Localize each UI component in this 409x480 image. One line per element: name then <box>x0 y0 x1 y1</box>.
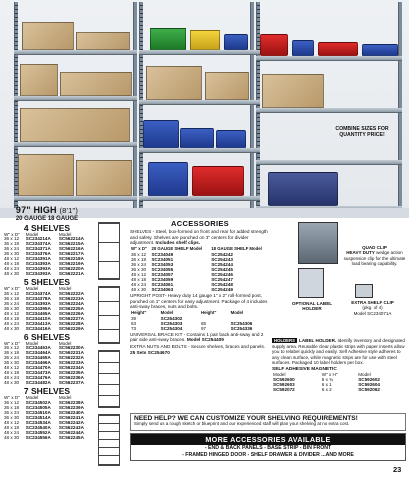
model-cell: SC562235A <box>58 370 84 376</box>
cardboard-box <box>22 22 74 50</box>
seven-shelf-unit-icon <box>98 414 120 466</box>
storage-bin <box>216 130 246 148</box>
universal-brace-description <box>130 332 270 343</box>
magnetic-title: SELF ADHESIVE MAGNETIC <box>272 366 337 372</box>
model-cell: SC234393A <box>25 300 51 306</box>
table-cell: SC254306 <box>230 320 253 326</box>
table-cell: SC234053 <box>151 261 174 267</box>
quad-clip-icon <box>298 222 338 264</box>
cardboard-box <box>18 154 74 196</box>
product-photo <box>0 0 409 218</box>
table-header-cell: W" x D" <box>131 245 148 251</box>
table-cell: SC234049 <box>151 251 174 257</box>
model-cell: SC234374A <box>25 241 51 247</box>
size-cell: 48 x 12 <box>4 310 20 316</box>
model-cell: SC234464A <box>25 350 51 356</box>
storage-bin <box>260 34 288 56</box>
shelf-group-title: 5 SHELVES <box>23 277 71 288</box>
photo-caption <box>321 126 403 138</box>
shelves-text: SHELVES - Steel, box-formed on front and rear for added strength and safety. Shelves are punched on 3" centers for divider adjustment. <box>130 229 268 246</box>
storage-bin <box>192 166 244 196</box>
shelf-group-title: 4 SHELVES <box>23 222 71 233</box>
size-cell: 36 x 24 <box>4 409 20 415</box>
model-cell: SC234556A <box>25 434 51 440</box>
cardboard-box <box>20 64 58 96</box>
shelving-post <box>256 2 260 212</box>
size-cell: 48 x 30 <box>4 271 20 277</box>
table-header-cell: Model <box>358 372 371 378</box>
size-cell: 36 x 18 <box>4 241 20 247</box>
more-accessories-box <box>130 433 406 461</box>
shelving-post <box>398 2 402 212</box>
table-cell: SC254245 <box>211 266 233 272</box>
model-cell: SC234378A <box>25 295 51 301</box>
table-header-cell: 18 GAUGE SHELF Model <box>211 245 262 251</box>
size-cell: 48 x 30 <box>4 380 20 386</box>
model-cell: SC562229A <box>58 325 84 331</box>
model-cell: SC234395A <box>25 305 51 311</box>
quad-clip-subtitle: HEAVY DUTY <box>346 250 375 256</box>
label-holder-table <box>272 372 406 392</box>
model-cell: SC562234A <box>58 365 84 371</box>
extra-nuts-model: 25 Sets SC254670 <box>130 349 170 355</box>
table-cell: 39 <box>131 315 137 321</box>
model-cell: SC234410A <box>25 315 51 321</box>
table-cell: 6 x ¾ <box>321 377 333 383</box>
table-header-cell: Height" <box>200 309 217 315</box>
price-header-cell: Model <box>58 340 72 346</box>
size-cell: 48 x 24 <box>4 320 20 326</box>
model-cell: SC234470A <box>25 365 51 371</box>
table-cell: 36 x 30 <box>131 266 147 272</box>
table-cell: SC254246 <box>211 271 233 277</box>
storage-bin <box>362 44 398 56</box>
size-cell: 48 x 12 <box>4 365 20 371</box>
table-row <box>130 287 270 292</box>
table-header-cell: Model <box>273 372 286 378</box>
model-cell: SC234391A <box>25 256 51 262</box>
price-header-cell: W" x D" <box>4 395 20 401</box>
size-cell: 48 x 18 <box>4 315 20 321</box>
model-cell: SC562236A <box>58 375 84 381</box>
price-table <box>3 396 91 441</box>
model-cell: SC562241A <box>58 414 84 420</box>
size-cell: 36 x 18 <box>4 295 20 301</box>
model-cell: SC234376A <box>25 251 51 257</box>
model-cell: SC562244A <box>58 429 84 435</box>
size-cell: 36 x 30 <box>4 360 20 366</box>
shelf <box>14 142 137 147</box>
help-subtext: Simply send us a rough sketch or blueprint and our experienced staff will plan your shelving at no extra cost. <box>134 421 350 427</box>
shelf <box>14 196 137 201</box>
universal-brace-text: UNIVERSAL BRACE KIT - Contains 1 pair back anti-sway and 2 pair side anti-sway braces. <box>130 331 264 343</box>
shelf <box>139 148 260 153</box>
shelf-clip-model: Model SC234071A <box>353 310 392 316</box>
table-cell: SC592603 <box>273 382 295 388</box>
size-cell: 48 x 24 <box>4 375 20 381</box>
customize-help-box <box>130 413 406 431</box>
table-cell: 97 <box>200 325 207 331</box>
size-cell: 36 x 24 <box>4 300 20 306</box>
label-holder-icon <box>298 268 324 298</box>
cardboard-box <box>146 66 202 100</box>
model-cell: SC234510A <box>25 409 51 415</box>
shelf-clip-title: EXTRA SHELF CLIP <box>351 300 394 305</box>
price-header-cell: Model <box>25 286 39 292</box>
model-cell: SC234505A <box>25 404 51 410</box>
model-cell: SC562224A <box>58 300 84 306</box>
cardboard-box <box>60 72 132 96</box>
table-cell: SC592604 <box>358 382 380 388</box>
table-header-cell: 20 GAUGE SHELF Model <box>151 245 203 251</box>
model-cell: SC234502A <box>25 399 51 405</box>
model-cell: SC234552A <box>25 429 51 435</box>
more-accessories-line: - FRAMED HINGED DOOR - SHELF DRAWER & DIVIDER ...AND MORE <box>182 451 354 458</box>
table-cell: SC254247 <box>211 276 233 282</box>
table-cell: SC592600 <box>273 377 295 383</box>
shelf-groups <box>3 224 91 441</box>
model-cell: SC234476A <box>25 375 51 381</box>
shelf <box>139 196 260 201</box>
size-cell: 36 x 12 <box>4 236 20 242</box>
model-cell: SC562227A <box>58 315 84 321</box>
table-cell: SC254249 <box>211 286 233 292</box>
model-cell: SC562237A <box>58 380 84 386</box>
storage-bin <box>224 34 248 50</box>
model-cell: SC234465A <box>25 310 51 316</box>
table-cell: SC234057 <box>151 271 174 277</box>
shelf <box>139 50 260 55</box>
model-cell: SC234374A <box>25 290 51 296</box>
model-cell: SC234482A <box>25 380 51 386</box>
model-cell: SC562231A <box>58 350 84 356</box>
table-cell: SC254304 <box>160 325 183 331</box>
table-cell: 48 x 24 <box>131 281 147 287</box>
size-cell: 36 x 18 <box>4 404 20 410</box>
table-cell: 63 <box>131 320 137 326</box>
table-cell: SC234051 <box>151 256 174 262</box>
storage-bin <box>292 40 314 56</box>
table-cell: SC592072 <box>273 387 295 393</box>
model-cell: SC562226A <box>58 310 84 316</box>
table-cell: SC254248 <box>211 281 233 287</box>
size-cell: 36 x 24 <box>4 246 20 252</box>
model-cell: SC562239A <box>58 404 84 410</box>
model-cell: SC562228A <box>58 320 84 326</box>
shelf-clip-pack: (pkg. of 4) <box>362 305 383 311</box>
price-header-cell: W" x D" <box>4 286 20 292</box>
model-cell: SC234413A <box>25 320 51 326</box>
unit-icons <box>94 218 124 468</box>
holders-tag: HOLDERS <box>274 338 296 343</box>
model-cell: SC562238A <box>58 399 84 405</box>
more-accessories-title: MORE ACCESSORIES AVAILABLE <box>131 434 405 445</box>
table-header-cell: Height" <box>131 309 147 315</box>
model-cell: SC562216A <box>58 246 84 252</box>
table-cell: 6 x 1 <box>321 382 332 388</box>
model-cell: SC562245A <box>58 434 84 440</box>
drawer-cabinet <box>268 172 338 206</box>
model-cell: SC562215A <box>58 241 84 247</box>
table-cell: 48 x 18 <box>131 276 147 282</box>
size-cell: 36 x 12 <box>4 345 20 351</box>
accessories-column <box>130 219 270 355</box>
storage-bin <box>318 42 358 56</box>
model-cell: SC562221A <box>58 271 84 277</box>
shelf <box>14 50 137 55</box>
shelf <box>256 160 402 165</box>
size-cell: 48 x 18 <box>4 370 20 376</box>
table-cell: SC592062 <box>358 387 380 393</box>
table-cell: SC254336 <box>230 325 253 331</box>
model-cell: SC234393A <box>25 266 51 272</box>
size-cell: 48 x 30 <box>4 434 20 440</box>
five-shelf-unit-icon <box>98 286 120 344</box>
table-cell: SC254242 <box>211 251 233 257</box>
table-cell: 73 <box>131 325 137 331</box>
size-cell: 36 x 30 <box>4 251 20 257</box>
shelf-group-title: 6 SHELVES <box>23 331 71 342</box>
height-title <box>3 206 91 215</box>
shelves-description <box>130 229 270 246</box>
table-cell: 36 x 12 <box>131 251 147 257</box>
table-cell: 6 x 2 <box>321 387 332 393</box>
model-cell: SC562233A <box>58 360 84 366</box>
shelving-post <box>133 2 137 212</box>
extra-nuts-description <box>130 344 270 355</box>
table-cell: 36 x 24 <box>131 261 147 267</box>
upright-description: UPRIGHT POST- Heavy duty 14 gauge 1" x 2" roll-formed post, punched on 1" centers for easy adjustment. Package of 4 includes anti-sway braces, nuts and bolts. <box>130 293 268 310</box>
size-cell: 48 x 12 <box>4 419 20 425</box>
price-header-cell: Model <box>25 395 39 401</box>
help-question: NEED HELP? WE CAN CUSTOMIZE YOUR SHELVING REQUIREMENTS! <box>134 415 358 422</box>
universal-brace-model: Model SC254409 <box>186 337 224 343</box>
table-cell: SC254302 <box>160 315 183 321</box>
table-cell: SC254244 <box>211 261 233 267</box>
more-accessories-line: - END & BACK PANELS - BASE STRIP - BIN FRONT <box>204 445 332 451</box>
shelf <box>14 96 137 101</box>
page-number: 23 <box>393 465 402 474</box>
price-header-cell: W" x D" <box>4 340 20 346</box>
quad-clip-caption <box>343 245 406 267</box>
shelving-units-column <box>3 206 91 441</box>
shelf <box>256 56 402 61</box>
shelf-group-title: 7 SHELVES <box>23 386 71 397</box>
model-cell: SC562225A <box>58 305 84 311</box>
price-table <box>3 233 91 278</box>
model-cell: SC562240A <box>58 409 84 415</box>
model-cell: SC234463A <box>25 345 51 351</box>
shelf <box>256 108 402 113</box>
storage-bin <box>180 128 214 148</box>
model-cell: SC562219A <box>58 261 84 267</box>
model-cell: SC234371A <box>25 246 51 252</box>
quad-clip-title: QUAD CLIP <box>362 245 387 250</box>
model-cell: SC562222A <box>58 290 84 296</box>
extra-nuts-text: EXTRA NUTS AND BOLTS - Secure shelves, braces and panels. <box>130 344 266 350</box>
model-cell: SC234514A <box>25 414 51 420</box>
table-row <box>272 387 406 392</box>
model-cell: SC234534A <box>25 419 51 425</box>
table-cell: 48 x 30 <box>131 286 147 292</box>
table-cell: SC254303 <box>160 320 183 326</box>
size-cell: 48 x 18 <box>4 261 20 267</box>
six-shelf-unit-icon <box>98 350 120 408</box>
table-cell: SC234061 <box>151 281 174 287</box>
photo-caption-line: COMBINE SIZES FOR <box>335 126 389 132</box>
price-row <box>3 327 91 332</box>
label-holder-text: Identify inventory and designated supply area. Reusable clear plastic strips with paper inserts allow you to relabel quickly and easily. Self Adhesive style adheres to any clean surface, while magnetic strips are for use with steel surfaces. Packaged 10 label holders per box. <box>272 338 405 365</box>
model-cell: SC234393A <box>25 271 51 277</box>
shelves-bold-text: Includes shelf clips. <box>155 240 201 246</box>
size-cell: 36 x 12 <box>4 290 20 296</box>
price-header-cell: Model <box>58 231 72 237</box>
model-cell: SC234416A <box>25 325 51 331</box>
table-cell: SC254243 <box>211 256 233 262</box>
model-cell: SC562214A <box>58 236 84 242</box>
cardboard-box <box>262 74 324 108</box>
label-holder-block <box>272 338 406 392</box>
model-cell: SC562243A <box>58 424 84 430</box>
size-cell: 48 x 24 <box>4 429 20 435</box>
size-cell: 36 x 12 <box>4 399 20 405</box>
model-cell: SC234466A <box>25 360 51 366</box>
model-cell: SC562220A <box>58 266 84 272</box>
table-cell: SC592602 <box>358 377 380 383</box>
size-cell: 48 x 12 <box>4 256 20 262</box>
shelf-model-table <box>130 247 270 292</box>
size-cell: 36 x 18 <box>4 350 20 356</box>
price-header-cell: Model <box>25 231 39 237</box>
model-cell: SC234473A <box>25 370 51 376</box>
table-cell: SC234059 <box>151 276 174 282</box>
size-cell: 36 x 30 <box>4 414 20 420</box>
four-shelf-unit-icon <box>98 222 120 280</box>
table-header-cell: Model <box>230 309 244 315</box>
height-title-main: 97" HIGH <box>15 205 57 215</box>
shelf-clip-caption <box>339 300 406 316</box>
gauge-header: 20 GAUGE 18 GAUGE <box>15 216 79 222</box>
storage-bin <box>150 28 186 50</box>
price-header-cell: Model <box>58 286 72 292</box>
model-cell: SC562218A <box>58 256 84 262</box>
photo-caption-line: QUANTITY PRICE! <box>339 132 385 139</box>
upright-model-table <box>130 311 270 331</box>
price-header-cell: Model <box>25 340 39 346</box>
model-cell: SC562223A <box>58 295 84 301</box>
table-cell: 85 <box>200 320 207 326</box>
size-cell: 48 x 24 <box>4 266 20 272</box>
storage-bin <box>148 162 188 196</box>
size-cell: 36 x 30 <box>4 305 20 311</box>
size-cell: 48 x 30 <box>4 325 20 331</box>
table-cell: SC234063 <box>151 286 174 292</box>
model-cell: SC234465A <box>25 355 51 361</box>
model-cell: SC234214A <box>25 236 51 242</box>
table-row <box>130 326 270 331</box>
model-cell: SC562230A <box>58 345 84 351</box>
cardboard-box <box>76 32 130 50</box>
model-cell: SC234540A <box>25 424 51 430</box>
label-holder-caption: OPTIONAL LABEL HOLDER <box>291 301 333 312</box>
accessories-title: ACCESSORIES <box>171 219 229 228</box>
table-cell: SC234055 <box>151 266 174 272</box>
price-header-cell: Model <box>58 395 72 401</box>
height-title-sub: (8'1") <box>59 206 79 215</box>
table-header-cell: W" x H" <box>321 372 338 378</box>
price-table <box>3 342 91 387</box>
size-cell: 36 x 24 <box>4 355 20 361</box>
model-cell: SC562242A <box>58 419 84 425</box>
cardboard-box <box>20 108 130 142</box>
model-cell: SC562217A <box>58 251 84 257</box>
label-holder-title: LABEL HOLDER. <box>299 338 337 343</box>
model-cell: SC234393A <box>25 261 51 267</box>
storage-bin <box>190 30 220 50</box>
shelf-clip-icon <box>355 284 373 298</box>
table-header-cell: Model <box>160 309 174 315</box>
price-row <box>3 436 91 441</box>
table-cell: 48 x 12 <box>131 271 147 277</box>
shelving-post <box>139 2 143 212</box>
cardboard-box <box>76 160 132 196</box>
quad-clip-text: wedge action suspension clip for the ultimate load bearing capability. <box>343 250 406 267</box>
model-cell: SC562232A <box>58 355 84 361</box>
price-table <box>3 287 91 332</box>
shelf <box>139 100 260 105</box>
storage-bin <box>143 120 179 148</box>
price-header-cell: W" x D" <box>4 231 20 237</box>
size-cell: 48 x 18 <box>4 424 20 430</box>
table-cell: 36 x 18 <box>131 256 147 262</box>
shelving-post <box>250 2 254 212</box>
cardboard-box <box>205 72 249 100</box>
